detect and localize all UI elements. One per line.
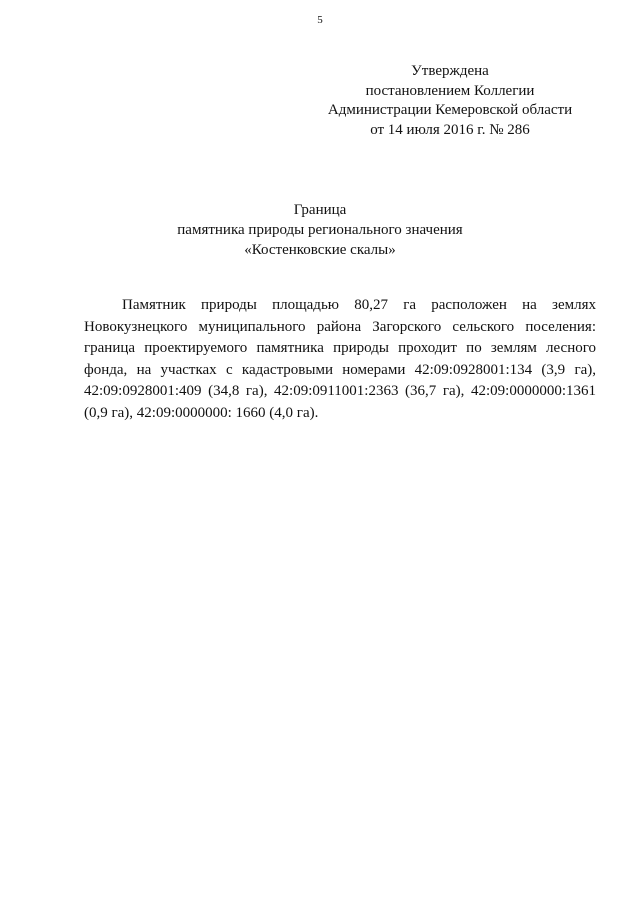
approval-line-date-number: от 14 июля 2016 г. № 286 <box>370 121 530 138</box>
approval-line-approved: Утверждена <box>411 63 489 79</box>
title-line-boundary: Граница <box>293 202 347 218</box>
document-title <box>0 200 640 260</box>
approval-line-administration: Администрации Кемеровской области <box>327 102 573 118</box>
page-number: 5 <box>317 14 323 26</box>
title-line-name: «Костенковские скалы» <box>244 242 396 258</box>
title-line-monument: памятника природы регионального значения <box>177 222 463 238</box>
approval-stamp <box>300 62 600 140</box>
body-paragraph: Памятник природы площадью 80,27 га расположен на землях Новокузнецкого муниципального района Загорского сельского поселения: граница проектируемого памятника природы проходит по землям лесного фонда, на участках с кадастровыми номерами 42:09:0928001:134 (3,9 га), 42:09:0928001:409 (34,8 га), 42:09:0911001:2363 (36,7 га), 42:09:0000000:1361 (0,9 га), 42:09:0000000: 1660 (4,0 га). <box>84 297 596 421</box>
approval-line-resolution: постановлением Коллегии <box>365 82 535 99</box>
